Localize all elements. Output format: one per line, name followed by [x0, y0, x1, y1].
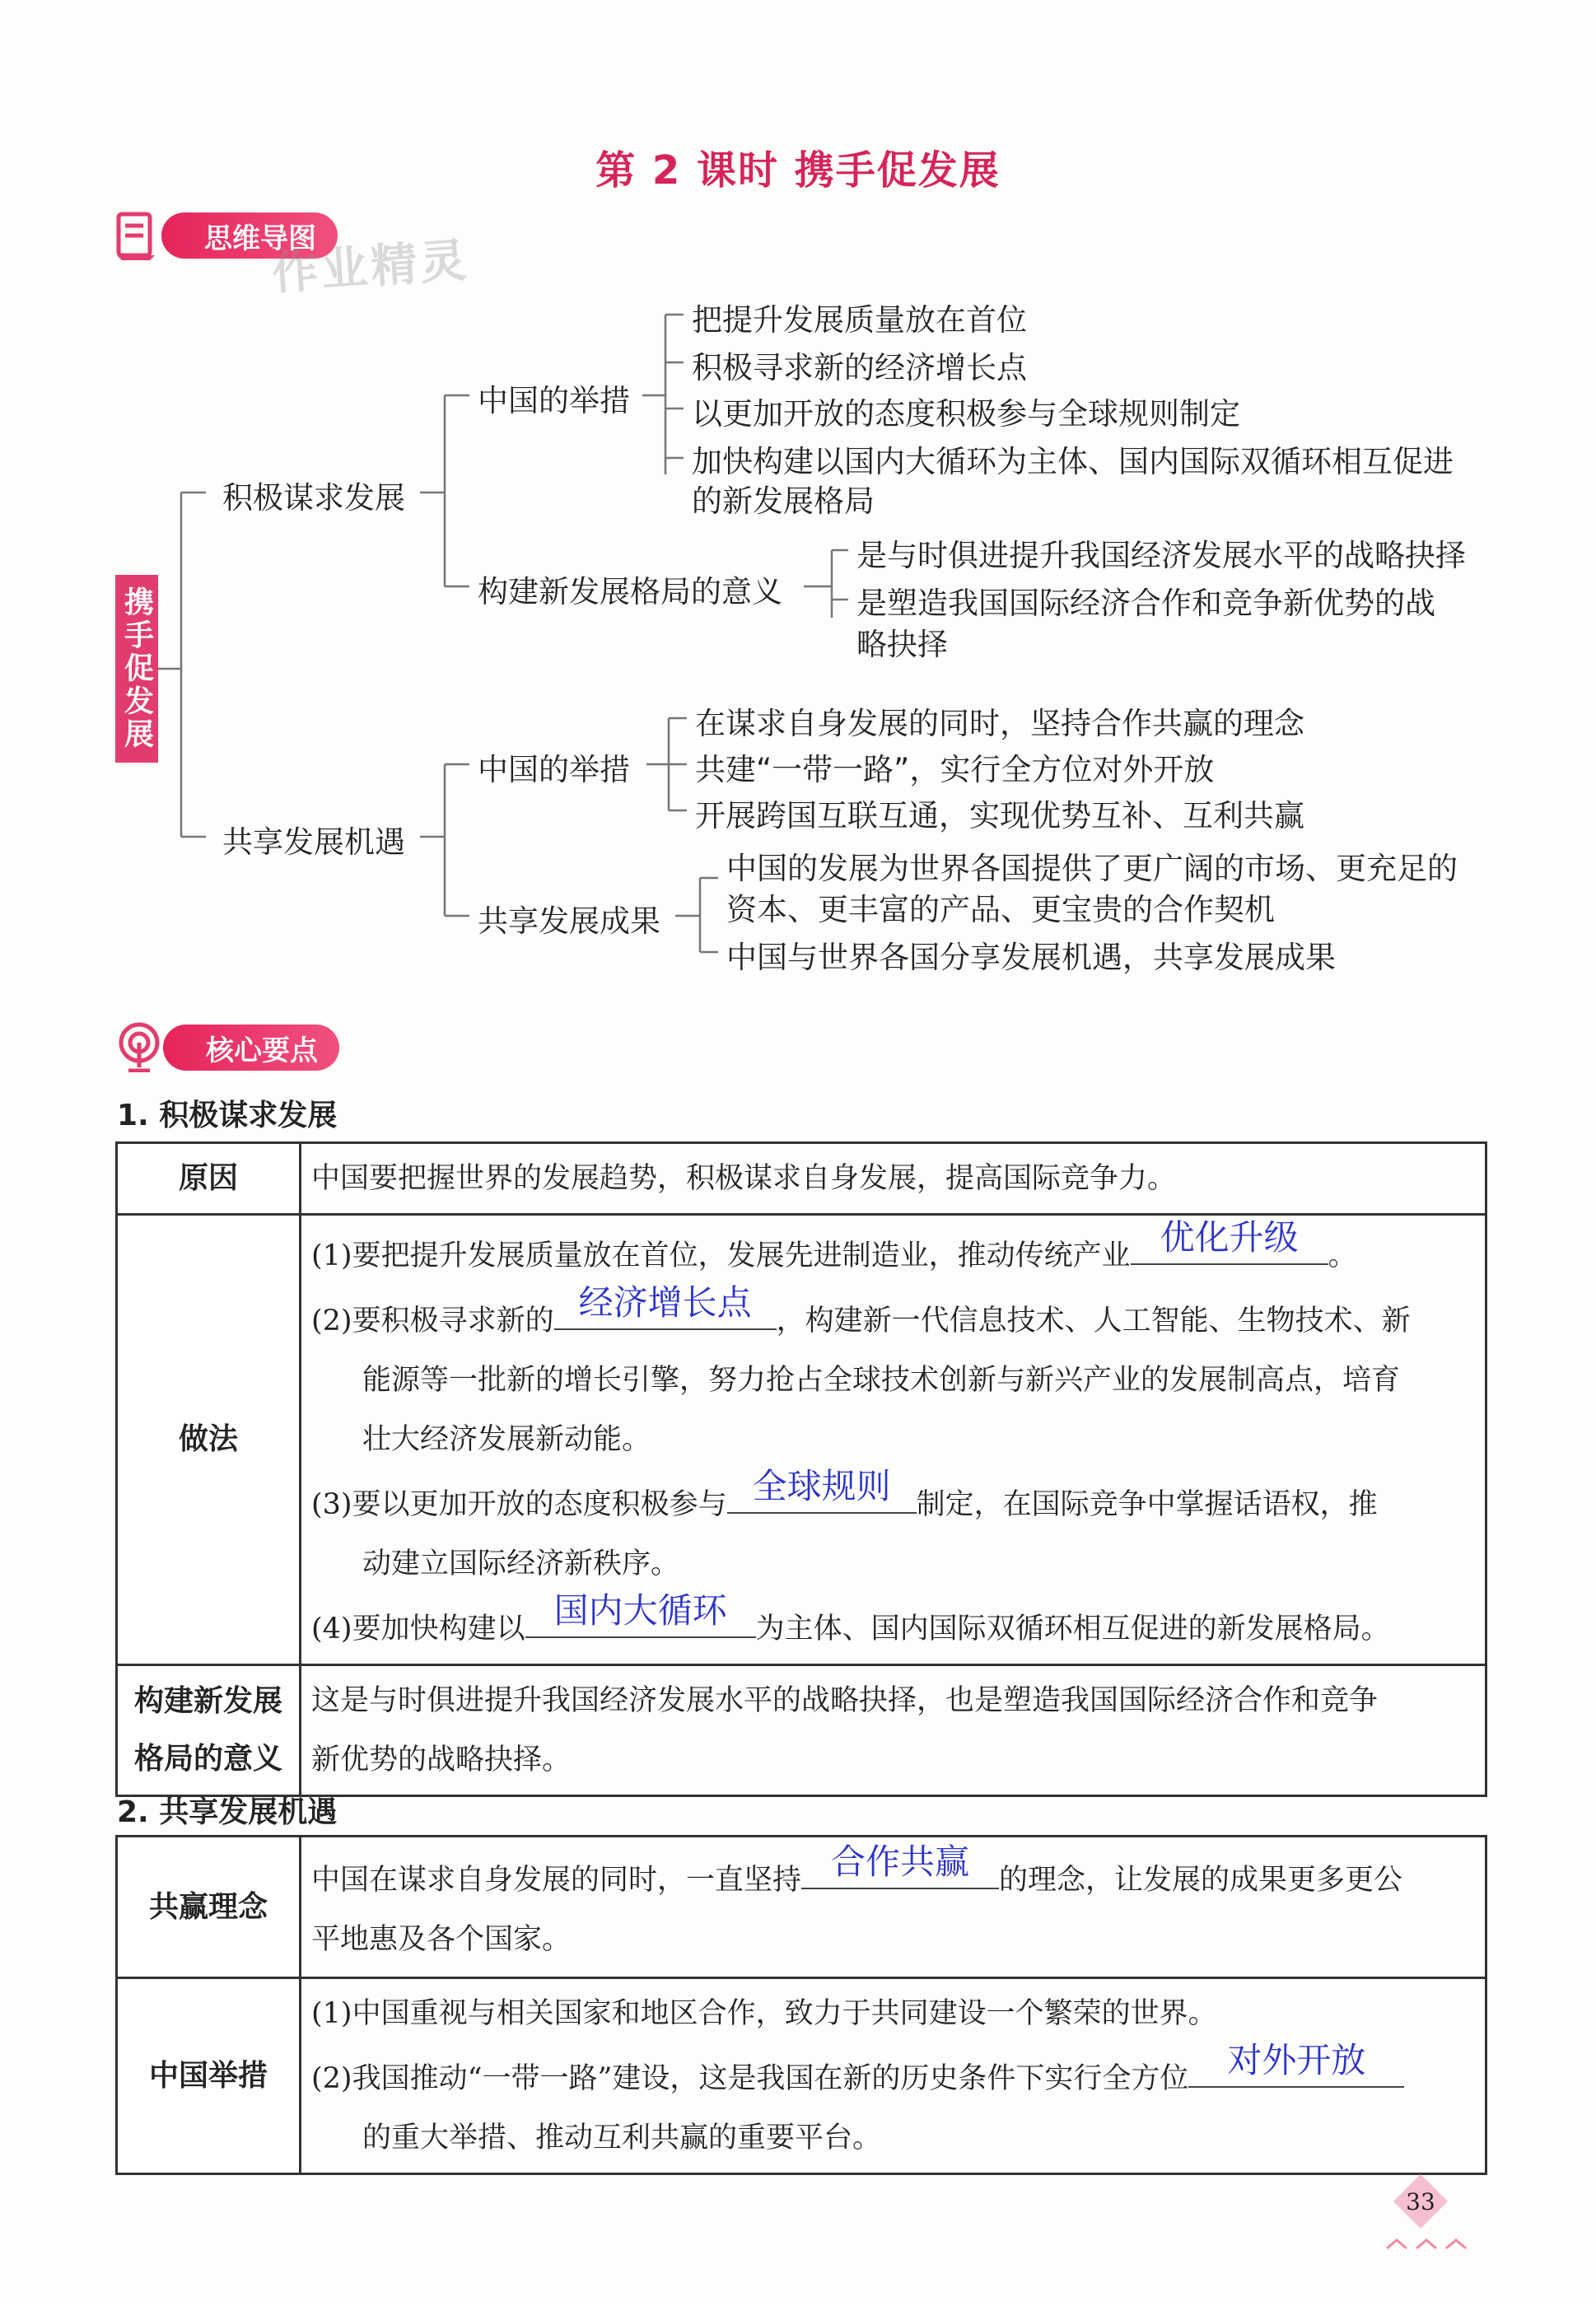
row-label-reason: 原因	[117, 1143, 301, 1215]
row-label-method: 做法	[117, 1215, 301, 1665]
keypoints-table-2	[115, 1835, 1487, 2175]
mindmap-b2-result-item: 中国的发展为世界各国提供了更广阔的市场、更充足的	[726, 851, 1458, 886]
mindmap-b1-item: 加快构建以国内大循环为主体、国内国际双循环相互促进	[692, 444, 1454, 479]
method-line-3: (3)要以更加开放的态度积极参与 全球规则 制定，在国际竞争中掌握话语权，推	[311, 1466, 1378, 1521]
answer-text: 国内大循环	[553, 1590, 727, 1631]
mindmap-b1-sig-item: 是与时俱进提升我国经济发展水平的战略抉择	[856, 538, 1466, 573]
answer-blank	[727, 1466, 917, 1514]
mindmap-b2-results: 共享发展成果	[478, 903, 660, 939]
section-2-title: 2. 共享发展机遇	[117, 1795, 338, 1829]
mindmap-b1-measures: 中国的举措	[478, 383, 630, 418]
answer-text: 经济增长点	[578, 1282, 752, 1323]
page-footer-ornament	[1384, 2234, 1474, 2253]
method-line-1: (1)要把提升发展质量放在首位，发展先进制造业，推动传统产业 优化升级 。	[311, 1217, 1357, 1272]
mindmap-b1-sig-item: 是塑造我国国际经济合作和竞争新优势的战	[856, 586, 1435, 621]
mindmap-b1-item: 把提升发展质量放在首位	[692, 302, 1027, 338]
method-line-2b: 能源等一批新的增长引擎，努力抢占全球技术创新与新兴产业的发展制高点，培育	[362, 1364, 1401, 1397]
mindmap-b1-significance: 构建新发展格局的意义	[478, 574, 782, 609]
method-line-2: (2)要积极寻求新的 经济增长点 ，构建新一代信息技术、人工智能、生物技术、新	[311, 1282, 1411, 1337]
mindmap-b2-result-item: 中国与世界各国分享发展机遇，共享发展成果	[726, 940, 1336, 975]
significance-content: 这是与时俱进提升我国经济发展水平的战略抉择，也是塑造我国国际经济合作和竞争 新优势的战略抉择。	[301, 1665, 1486, 1796]
row-label-significance: 构建新发展 格局的意义	[117, 1665, 301, 1796]
answer-blank	[1188, 2040, 1404, 2088]
answer-blank	[801, 1842, 999, 1889]
reason-text: 中国要把握世界的发展趋势，积极谋求自身发展，提高国际竞争力。	[301, 1143, 1486, 1215]
winwin-content: 中国在谋求自身发展的同时，一直坚持 合作共赢 的理念，让发展的成果更多更公 平地惠及各个国家。	[301, 1837, 1486, 1978]
answer-blank	[525, 1590, 756, 1638]
mindmap-b1-item: 以更加开放的态度积极参与全球规则制定	[692, 396, 1240, 432]
mindmap-b1-item: 的新发展格局	[692, 483, 875, 519]
mindmap-b2-item: 共建“一带一路”，实行全方位对外开放	[695, 752, 1215, 787]
mindmap-b2-item: 开展跨国互联互通，实现优势互补、互利共赢	[695, 798, 1304, 833]
keypoints-table-1	[115, 1141, 1487, 1797]
method-line-4: (4)要加快构建以 国内大循环 为主体、国内国际双循环相互促进的新发展格局。	[311, 1590, 1390, 1645]
page-number-badge	[1392, 2173, 1449, 2230]
keypoints-tag-label: 核心要点	[206, 1034, 318, 1067]
answer-text: 优化升级	[1160, 1217, 1299, 1258]
answer-text: 全球规则	[752, 1466, 891, 1506]
table-row	[117, 1143, 1486, 1215]
section-1-title: 1. 积极谋求发展	[117, 1099, 338, 1132]
page-number: 33	[1406, 2188, 1435, 2215]
answer-blank	[1131, 1217, 1328, 1265]
china-measures-content: (1)中国重视与相关国家和地区合作，致力于共同建设一个繁荣的世界。 (2)我国推动“一带一路”建设，这是我国在新的历史条件下实行全方位 对外开放 的重大举措、推动互利共赢的重要平台。	[301, 1978, 1486, 2174]
method-content	[301, 1215, 1486, 1665]
mindmap-b2-item: 在谋求自身发展的同时，坚持合作共赢的理念	[695, 706, 1304, 741]
mindmap-b1-item: 积极寻求新的经济增长点	[692, 350, 1027, 385]
mindmap-root: 携手促发展	[115, 575, 158, 763]
watermark: 作业精灵	[270, 233, 472, 301]
answer-text: 对外开放	[1227, 2040, 1366, 2080]
row-label-china-measures: 中国举措	[117, 1978, 301, 2174]
table-row	[117, 1215, 1486, 1665]
mindmap-b2-result-item: 资本、更丰富的产品、更宝贵的合作契机	[726, 892, 1275, 927]
mindmap-branch-2: 共享发展机遇	[222, 824, 405, 860]
keypoints-icon	[115, 1021, 163, 1072]
answer-text: 合作共赢	[831, 1842, 970, 1882]
mindmap-tag-label: 思维导图	[204, 222, 316, 255]
table-row	[117, 1837, 1486, 1978]
method-line-2c: 壮大经济发展新动能。	[362, 1423, 651, 1456]
table-row	[117, 1665, 1486, 1796]
page-title: 第 2 课时 携手促发展	[595, 147, 1001, 194]
answer-blank	[554, 1282, 777, 1330]
keypoints-tag	[163, 1025, 339, 1071]
mindmap-b1-sig-item: 略抉择	[856, 627, 948, 662]
mindmap-branch-1: 积极谋求发展	[222, 480, 405, 516]
table-row	[117, 1978, 1486, 2174]
mindmap-b2-measures: 中国的举措	[478, 752, 630, 787]
row-label-winwin: 共赢理念	[117, 1837, 301, 1978]
method-line-3b: 动建立国际经济新秩序。	[362, 1547, 680, 1580]
